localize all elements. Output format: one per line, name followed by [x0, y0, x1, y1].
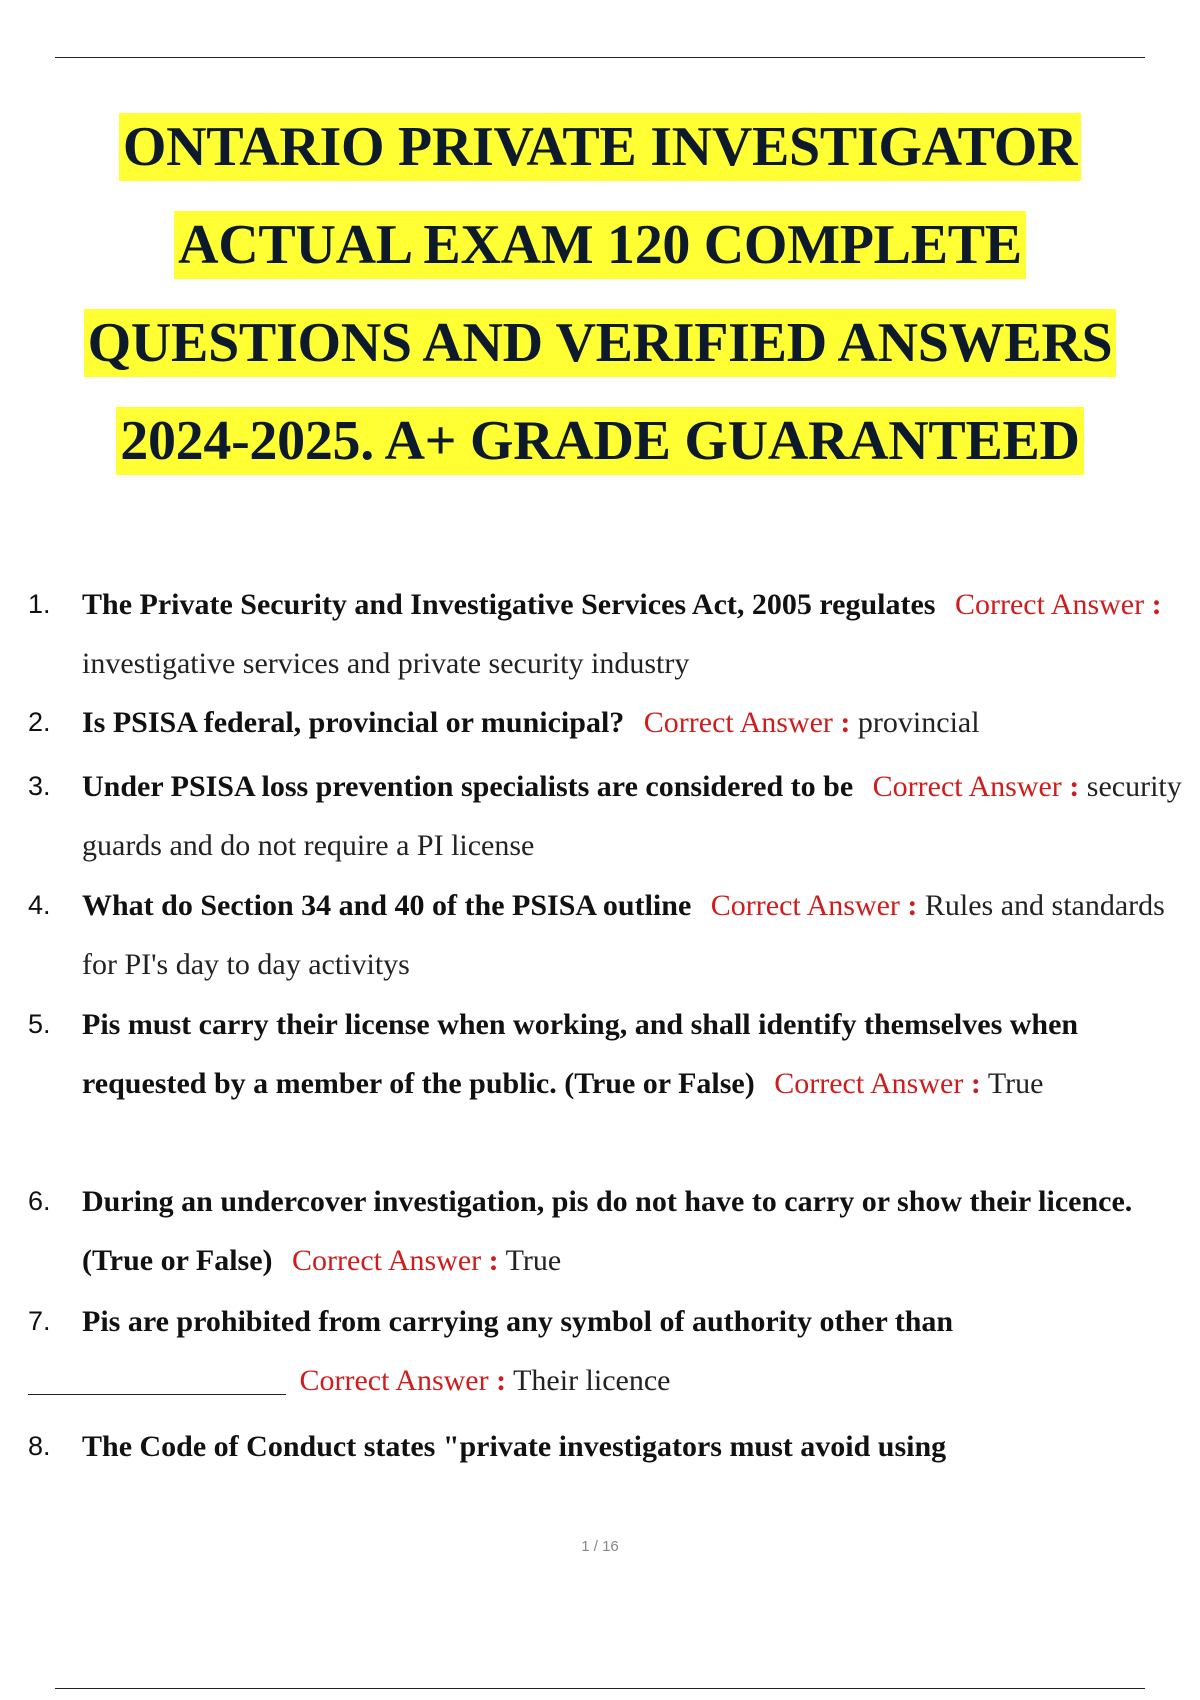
- question-text: The Code of Conduct states "private investigators must avoid using: [82, 1430, 947, 1463]
- title-line: ONTARIO PRIVATE INVESTIGATOR: [0, 112, 1200, 210]
- answer-label: Correct Answer: [954, 588, 1145, 621]
- question-number: 7.: [28, 1306, 51, 1336]
- answer-label: Correct Answer: [292, 1244, 482, 1277]
- answer-label: Correct Answer: [643, 706, 833, 739]
- question-text: Is PSISA federal, provincial or municipal?: [82, 706, 625, 739]
- answer-text: investigative services and private security industry: [82, 647, 690, 680]
- question-text: The Private Security and Investigative Services Act, 2005 regulates: [82, 588, 936, 621]
- answer-separator: :: [1069, 770, 1080, 803]
- answer-separator: :: [1151, 588, 1162, 621]
- answer-separator: :: [496, 1364, 507, 1397]
- answer-separator: :: [970, 1067, 981, 1100]
- answer-label: Correct Answer: [872, 770, 1062, 803]
- question-item: [28, 575, 1192, 693]
- question-number: 5.: [28, 1009, 51, 1039]
- question-number: 8.: [28, 1431, 51, 1461]
- question-number: 4.: [28, 890, 51, 920]
- answer-text: security guards and do not require a PI license: [82, 770, 1182, 862]
- question-item: [28, 876, 1192, 994]
- answer-label: Correct Answer: [774, 1067, 964, 1100]
- bottom-rule: [55, 1688, 1145, 1689]
- question-text: During an undercover investigation, pis do not have to carry or show their licence. (True or False): [82, 1185, 1133, 1277]
- question-item: [28, 1172, 1192, 1290]
- answer-text: Rules and standards for PI's day to day activitys: [82, 889, 1165, 981]
- page-indicator: 1 / 16: [581, 1538, 619, 1555]
- question-number: 6.: [28, 1186, 51, 1216]
- question-number: 3.: [28, 771, 51, 801]
- fill-in-blank-line: [28, 1394, 286, 1395]
- question-item: [28, 995, 1192, 1113]
- question-item: [28, 1417, 1192, 1476]
- question-number: 2.: [28, 707, 51, 737]
- answer-label: Correct Answer: [710, 889, 900, 922]
- answer-text: True: [987, 1067, 1044, 1100]
- title-line: 2024-2025. A+ GRADE GUARANTEED: [0, 406, 1200, 504]
- question-number: 1.: [28, 589, 51, 619]
- question-text: Pis are prohibited from carrying any symbol of authority other than: [82, 1305, 954, 1338]
- answer-text: Their licence: [513, 1364, 671, 1397]
- title-line: ACTUAL EXAM 120 COMPLETE: [0, 210, 1200, 308]
- title-line: QUESTIONS AND VERIFIED ANSWERS: [0, 308, 1200, 406]
- question-text: Pis must carry their license when working, and shall identify themselves when requested by a member of the public. (True or False): [82, 1008, 1079, 1100]
- question-text: What do Section 34 and 40 of the PSISA outline: [82, 889, 692, 922]
- question-item: [28, 693, 1192, 752]
- answer-separator: :: [840, 706, 851, 739]
- answer-separator: :: [488, 1244, 499, 1277]
- answer-separator: :: [907, 889, 918, 922]
- question-text: Under PSISA loss prevention specialists are considered to be: [82, 770, 854, 803]
- answer-text: provincial: [857, 706, 980, 739]
- question-item: [28, 757, 1192, 875]
- question-item: [28, 1292, 1192, 1410]
- answer-label: Correct Answer: [299, 1364, 489, 1397]
- answer-text: True: [505, 1244, 562, 1277]
